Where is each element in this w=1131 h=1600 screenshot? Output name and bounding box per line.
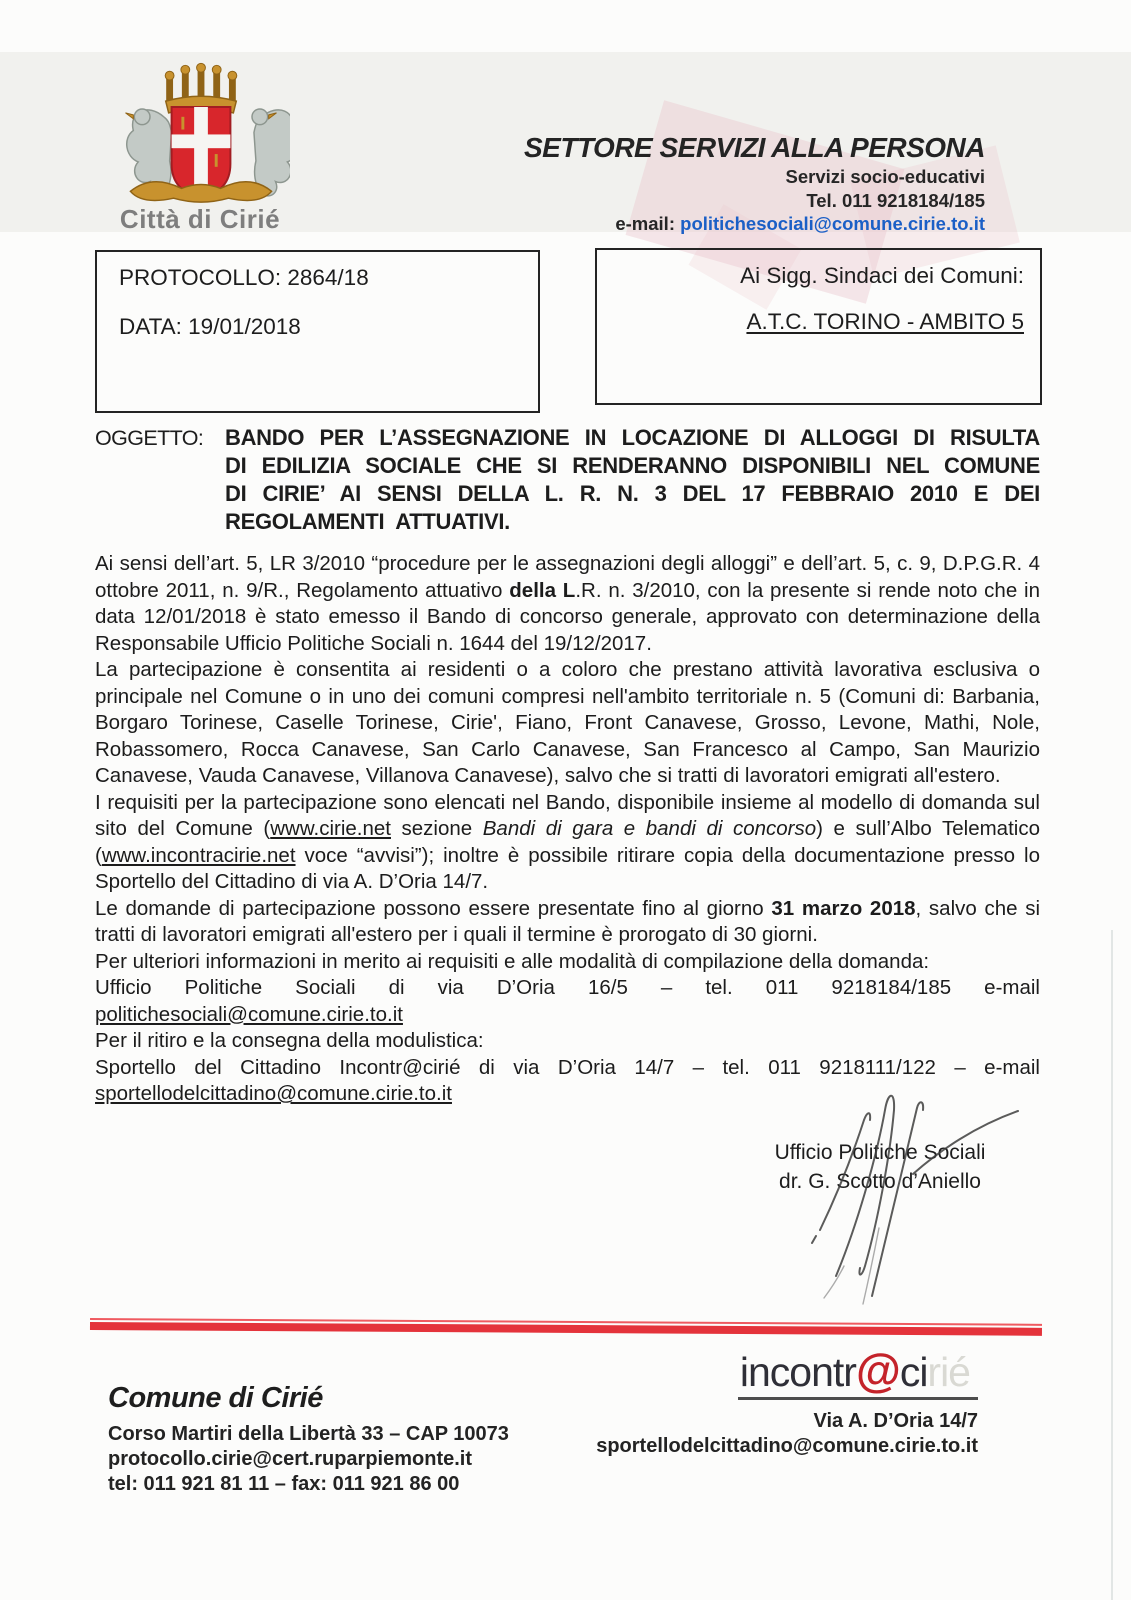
p6-email: politichesociali@comune.cirie.to.it <box>95 1002 403 1026</box>
signature-office: Ufficio Politiche Sociali <box>774 1141 986 1164</box>
footer-right-email: sportellodelcittadino@comune.cirie.to.it <box>596 1435 978 1458</box>
protocol-number: PROTOCOLLO: 2864/18 <box>119 265 369 290</box>
p1-text: Ai sensi dell’art. 5, LR 3/2010 “procedure per le assegnazioni degli alloggi” e dell’art. 5, c. 9, D.P.G.R. 4 ottobre 2011, n. 9/R., Regolamento attuativo <box>95 552 1040 602</box>
p3-italic: Bandi di gara e bandi di concorso <box>482 817 817 840</box>
incontracirie-logo <box>738 1346 978 1400</box>
city-name: Città di Cirié <box>119 204 281 234</box>
paragraph-4 <box>95 896 1040 949</box>
p4-text: , salvo che si tratti di lavoratori emigrati all'estero per i quali il termine è prorogato di 30 giorni. <box>95 896 1040 946</box>
p8-text: Sportello del Cittadino Incontr@cirié di via D’Oria 14/7 – tel. 011 9218111/122 – e-mail <box>95 1055 1040 1079</box>
email-label: e-mail: <box>615 213 681 234</box>
footer-incontracirie-block <box>596 1346 978 1459</box>
sector-phone: Tel. 011 9218184/185 <box>806 189 985 211</box>
logo-text: incontr <box>739 1349 856 1395</box>
recipient-line: Ai Sigg. Sindaci dei Comuni: <box>740 263 1024 288</box>
sector-email: politichesociali@comune.cirie.to.it <box>680 213 985 234</box>
sector-email-line <box>524 215 985 234</box>
p3-text: voce “avvisi”); inoltre è possibile ritirare copia della documentazione presso lo Sportello del Cittadino di via A. D’Oria 14/7. <box>95 843 1040 893</box>
recipient-box <box>595 248 1042 405</box>
paragraph-2: La partecipazione è consentita ai residenti o a coloro che prestano attività lavorativa esclusiva o principale nel Comune o in uno dei comuni compresi nell'ambito territoriale n. 5 (Comuni di: Barbania, Borgaro Torinese, Caselle Torinese, Cirie', Fiano, Front Canavese, Grosso, Levone, Mathi, Nole, Robassomero, Rocca Canavese, San Carlo Canavese, San Francesco al Campo, San Maurizio Canavese, Vauda Canavese, Villanova Canavese), salvo che si tratti di lavoratori emigrati all'estero. <box>95 658 1040 787</box>
cirie-coat-of-arms-icon <box>112 56 290 208</box>
red-separator-line <box>90 1318 1042 1336</box>
footer-municipality-block <box>108 1382 509 1497</box>
logo-at-icon: @ <box>855 1344 900 1396</box>
protocol-box <box>95 250 540 413</box>
subject-row <box>95 424 1040 536</box>
paragraph-5: Per ulteriori informazioni in merito ai requisiti e alle modalità di compilazione della domanda: <box>95 949 930 973</box>
scan-edge-line <box>1111 930 1113 1600</box>
footer-phone-fax: tel: 011 921 81 11 – fax: 011 921 86 00 <box>108 1473 460 1495</box>
p3-text: I requisiti per la partecipazione sono elencati nel Bando, disponibile insieme al modello di domanda sul sito del Comune ( <box>95 790 1040 840</box>
p3-text: ) e sull’Albo Telematico ( <box>95 817 1040 867</box>
footer-pec-email: protocollo.cirie@cert.ruparpiemonte.it <box>108 1448 473 1470</box>
p4-deadline: 31 marzo 2018 <box>771 896 916 920</box>
p1-text: .R. n. 3/2010, con la presente si rende noto che in data 12/01/2018 è stato emesso il Bando di concorso generale, approvato con determinazione della Responsabile Ufficio Politiche Sociali n. 1644 del 19/12/2017. <box>95 578 1040 655</box>
handwritten-signature <box>778 1078 1040 1316</box>
footer-address: Corso Martiri della Libertà 33 – CAP 10073 <box>108 1423 509 1445</box>
signature-name: dr. G. Scotto d’Aniello <box>779 1170 981 1193</box>
letter-body <box>95 551 1040 1108</box>
p1-bold: della L <box>509 578 576 602</box>
footer-municipality-name: Comune di Cirié <box>108 1382 323 1414</box>
recipient-atc: A.T.C. TORINO - AMBITO 5 <box>746 309 1024 334</box>
protocol-date: DATA: 19/01/2018 <box>119 314 301 339</box>
paragraph-1 <box>95 551 1040 657</box>
p3-url-incontracirie: www.incontracirie.net <box>101 843 296 867</box>
logo-text-faded: rié <box>927 1349 970 1395</box>
p6-text: Ufficio Politiche Sociali di via D’Oria 16/5 – tel. 011 9218184/185 e-mail <box>95 976 1040 999</box>
paragraph-3 <box>95 790 1040 896</box>
paragraph-7: Per il ritiro e la consegna della modulistica: <box>95 1029 484 1052</box>
sector-title: SETTORE SERVIZI ALLA PERSONA <box>523 132 985 163</box>
p3-text: sezione <box>390 817 483 840</box>
letterhead-department-block <box>524 134 985 234</box>
logo-text: ci <box>899 1349 928 1395</box>
footer-right-address: Via A. D’Oria 14/7 <box>813 1410 978 1433</box>
paragraph-6 <box>95 975 1040 1028</box>
subject-text: BANDO PER L’ASSEGNAZIONE IN LOCAZIONE DI ALLOGGI DI RISULTA DI EDILIZIA SOCIALE CHE SI RENDERANNO DISPONIBILI NEL COMUNE DI CIRIE’ AI SENSI DELLA L. R. N. 3 DEL 17 FEBBRAIO 2010 E DEI REGOLAMENTI ATTUATIVI. <box>225 425 1040 534</box>
p8-email: sportellodelcittadino@comune.cirie.to.it <box>95 1082 452 1105</box>
p4-text: Le domande di partecipazione possono essere presentate fino al giorno <box>95 896 772 920</box>
sector-subtitle: Servizi socio-educativi <box>785 166 985 187</box>
p3-url-cirie: www.cirie.net <box>270 817 391 840</box>
subject-label: OGGETTO: <box>95 426 204 450</box>
